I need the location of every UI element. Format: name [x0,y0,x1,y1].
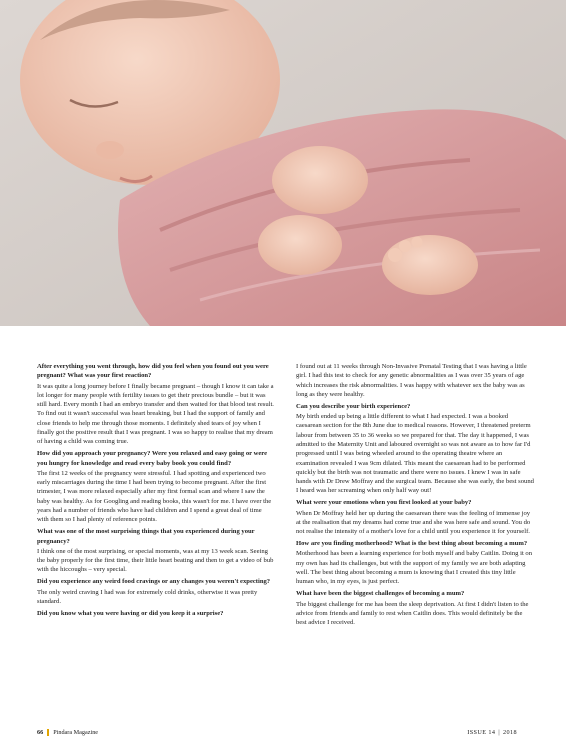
footer-left [37,729,98,736]
answer: Motherhood has been a learning experience for both myself and baby Caitlin. Doing it on my own has had its challenges, but with the support of my family we are both adapting well. The best thing about becoming a mum is knowing that I created this tiny little human who, in my eyes, is just perfect. [296,550,533,586]
article-column-left [37,362,275,630]
answer: It was quite a long journey before I finally became pregnant – though I know it can take a lot longer for many people with fertility issues to get their precious bundle – but it was still hard. Every month I had an embryo transfer and then waited for that blood test result. To find out it wasn't successful was heart breaking, but I had the support of family and close friends to help me through those moments. I definitely shed tears of joy when I finally got the positive result that I was pregnant. I was so happy to realise that my dream of having a child was coming true. [37,382,274,446]
question: How did you approach your pregnancy? Were you relaxed and easy going or were you hungry for knowledge and read every baby book you could find? [37,450,268,467]
accent-bar-icon [47,729,49,736]
question: What were your emotions when you first looked at your baby? [296,499,472,507]
answer: When Dr Moffray held her up during the caesarean there was the feeling of immense joy at the realisation that my dreams had come true and she was here safe and sound. You do not realise the intensity of a mother's love for a child until you experience it for yourself. [296,509,531,536]
question: Can you describe your birth experience? [296,402,411,410]
page-number: 66 [37,729,44,736]
question: What was one of the most surprising things that you experienced during your pregnancy? [37,528,255,545]
newborn-photo [0,0,566,326]
answer: The first 12 weeks of the pregnancy were stressful. I had spotting and experienced two early miscarriages during the time I had been trying to become pregnant. After the first trimester, I was more relaxed especially after my first formal scan and where I saw the baby was healthy. As for Googling and reading books, this wasn't for me. I have over the years had a number of friends who have had children and I spend a great deal of time with them so I had plenty of reference points. [37,469,272,524]
newborn-baby-illustration [0,0,566,326]
question: After everything you went through, how did you feel when you found out you were pregnant? What was your first reaction? [37,363,269,380]
footer-right [467,729,517,736]
answer: The biggest challenge for me has been the sleep deprivation. At first I didn't listen to the advice from friends and family to rest when Caitlin does. This would definitely be the best advice I received. [296,600,529,627]
question: How are you finding motherhood? What is the best thing about becoming a mum? [296,540,528,548]
issue-year: 2018 [503,729,517,736]
question: Did you know what you were having or did you keep it a surprise? [37,609,224,617]
article-body [37,362,534,630]
magazine-name: Pindara Magazine [53,729,99,736]
answer: My birth ended up being a little different to what I had expected. I was a booked caesarean section for the 8th June due to medical reasons. However, I threatened preterm labour from between 35 to 36 weeks so we prepared for that. The day it happened, I was admitted to the Maternity Unit and laboured overnight so was not aware as to how far I'd progressed until I was being wheeled around to the operating theatre where an examination revealed I was 9cm dilated. This meant the caesarean had to be performed quickly but the birth was not traumatic and there were no issues. I knew I was in safe hands with Dr Drew Moffray and the surgical team. Because she was early, the best sound I heard was her screaming when only half way out! [296,413,534,495]
article-column-right [296,362,534,630]
issue-label: ISSUE 14 [467,729,496,736]
answer: The only weird craving I had was for extremely cold drinks, otherwise it was pretty standard. [37,588,258,605]
page-footer [37,729,517,736]
question: What have been the biggest challenges of becoming a mum? [296,590,465,598]
question: Did you experience any weird food cravings or any changes you weren't expecting? [37,578,271,586]
answer: I think one of the most surprising, or special moments, was at my 13 week scan. Seeing the baby properly for the first time, their little heart beating and then to get a video of bub with the hiccoughs – very special. [37,547,274,574]
answer: I found out at 11 weeks through Non-Invasive Prenatal Testing that I was having a little girl. I had this test to check for any genetic abnormalities as I was over 35 years of age which increases the risk abnormalities. I was happy with whatever sex the baby was as long as they were healthy. [296,363,527,398]
footer-separator: | [498,729,501,736]
